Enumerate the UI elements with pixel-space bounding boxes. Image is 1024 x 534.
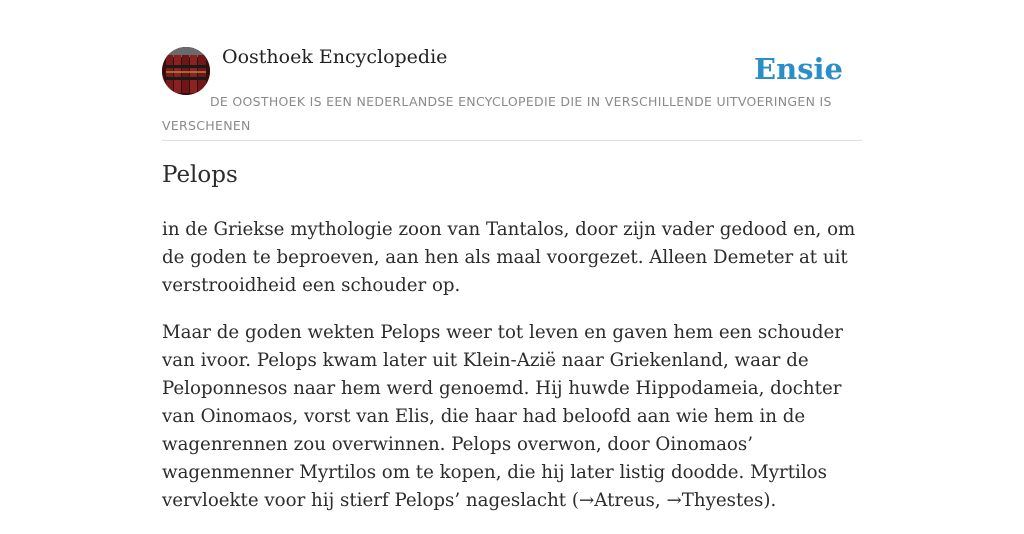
link-thyestes[interactable] <box>666 490 763 511</box>
article-paragraph: in de Griekse mythologie zoon van Tantalos, door zijn vader gedood en, om de goden te beproeven, aan hen als maal voorgezet. Alleen Demeter at uit verstrooidheid een schouder op. <box>162 219 856 296</box>
separator: , <box>654 490 667 511</box>
arrow-icon: → <box>579 490 595 511</box>
paragraph-text: Maar de goden wekten Pelops weer tot leven en gaven hem een schouder van ivoor. Pelops kwam later uit Klein-Azië naar Griekenland, waar de Peloponnesos naar hem werd genoemd. Hij huwde Hippodameia, dochter van Oinomaos, vorst van Elis, die haar had beloofd aan wie hem in de wagenrennen zou overwinnen. Pelops overwon, door Oinomaos’ wagenmenner Myrtilos om te kopen, die hij later listig doodde. Myrtilos vervloekte voor hij stierf Pelops’ nageslacht <box>162 322 843 511</box>
article-paragraph <box>162 319 862 515</box>
publication-name-link[interactable]: Oosthoek Encyclopedie <box>222 46 448 68</box>
paren-open: ( <box>571 490 580 511</box>
publication-avatar[interactable] <box>162 47 210 95</box>
paren-close: ). <box>763 490 777 511</box>
ensie-logo-link[interactable]: Ensie <box>754 52 843 86</box>
article-body <box>162 216 862 534</box>
link-label: Thyestes <box>681 490 764 511</box>
arrow-icon: → <box>666 490 682 511</box>
link-atreus[interactable] <box>579 490 655 511</box>
page <box>162 0 862 511</box>
article-title: Pelops <box>162 162 238 188</box>
books-icon <box>162 47 210 95</box>
publication-tagline: DE OOSTHOEK IS EEN NEDERLANDSE ENCYCLOPEDIE DIE IN VERSCHILLENDE UITVOERINGEN IS VERSCHENEN <box>162 94 832 133</box>
header <box>162 0 862 141</box>
link-label: Atreus <box>594 490 655 511</box>
